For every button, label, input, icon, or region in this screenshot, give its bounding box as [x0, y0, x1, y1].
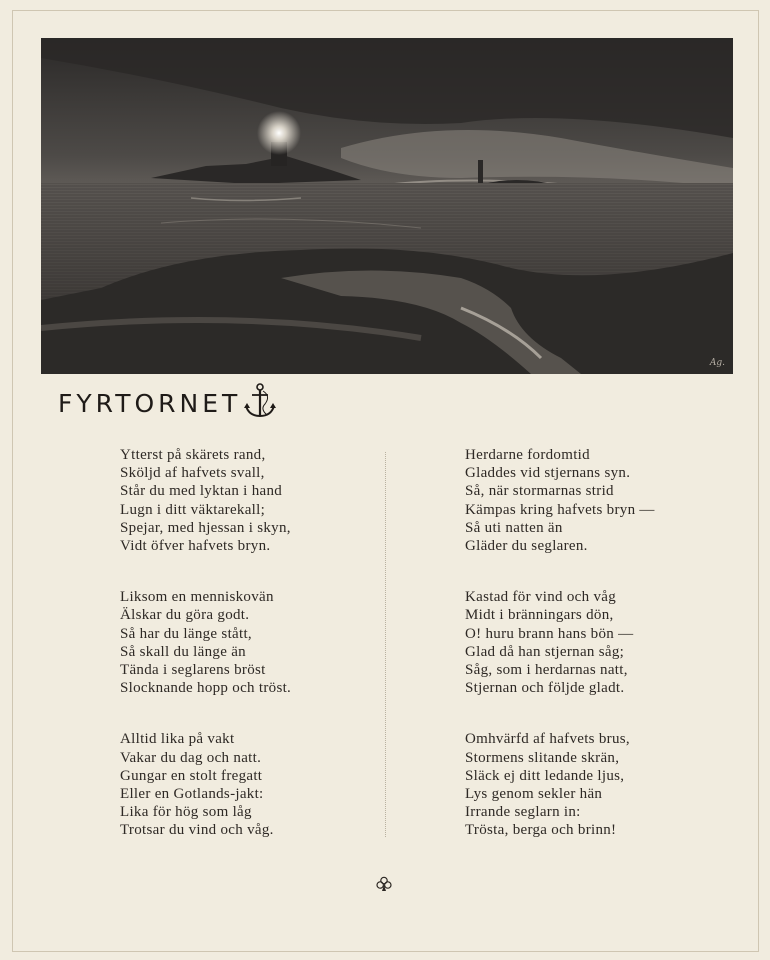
poem-line: Så uti natten än: [465, 519, 563, 536]
poem-line: Omhvärfd af hafvets brus,: [465, 731, 630, 748]
stanza: [465, 730, 725, 839]
poem-line: Lika för hög som låg: [120, 804, 252, 821]
stanza: [120, 730, 365, 839]
stanza: [465, 588, 725, 697]
poem-line: Irrande seglarn in:: [465, 804, 581, 821]
poem-line: Släck ej ditt ledande ljus,: [465, 767, 625, 784]
stanza: [465, 446, 725, 555]
poem-title: FYRTORNET: [58, 388, 242, 418]
poem-line: Herdarne fordomtid: [465, 447, 590, 463]
title-row: [58, 382, 277, 424]
column-divider: [385, 452, 386, 837]
poem-line: Såg, som i herdarnas natt,: [465, 662, 628, 679]
poem-line: Gungar en stolt fregatt: [120, 767, 263, 784]
poem-line: Kämpas kring hafvets bryn —: [465, 501, 655, 518]
club-ornament-icon: [376, 876, 392, 892]
poem-line: Ytterst på skärets rand,: [120, 447, 266, 463]
poem-line: Trösta, berga och brinn!: [465, 822, 617, 839]
poem-line: Glad då han stjernan såg;: [465, 643, 625, 660]
poem-line: Stjernan och följde gladt.: [465, 680, 625, 697]
poem-line: Trotsar du vind och våg.: [120, 822, 274, 839]
poem-right-column: [465, 446, 725, 840]
anchor-icon: [243, 382, 277, 420]
poem-line: Slocknande hopp och tröst.: [120, 680, 292, 697]
poem-line: Står du med lyktan i hand: [120, 483, 283, 500]
poem-line: Liksom en menniskovän: [120, 589, 274, 606]
poem-line: Vidt öfver hafvets bryn.: [120, 538, 271, 555]
poem-line: Vakar du dag och natt.: [120, 749, 262, 766]
artist-signature: Ag.: [709, 358, 725, 368]
poem-line: Så skall du länge än: [120, 643, 246, 660]
poem-line: Stormens slitande skrän,: [465, 749, 620, 766]
poem-line: Eller en Gotlands-jakt:: [120, 786, 264, 803]
poem-line: Lys genom sekler hän: [465, 786, 603, 803]
poem-line: Midt i bränningars dön,: [465, 607, 614, 624]
poem-line: Älskar du göra godt.: [120, 607, 250, 624]
seascape-image: [41, 38, 733, 374]
poem-left-column: [120, 446, 365, 840]
poem-line: Lugn i ditt väktarekall;: [120, 501, 266, 518]
poem-line: Så, när stormarnas strid: [465, 483, 614, 500]
poem-line: Tända i seglarens bröst: [120, 662, 266, 679]
poem-line: Spejar, med hjessan i skyn,: [120, 519, 291, 536]
poem-line: Gladdes vid stjernans syn.: [465, 465, 631, 482]
stanza: [120, 588, 365, 697]
poem-line: O! huru brann hans bön —: [465, 625, 634, 642]
lighthouse-illustration: [41, 38, 733, 374]
poem-line: Sköljd af hafvets svall,: [120, 465, 265, 482]
poem-line: Gläder du seglaren.: [465, 538, 588, 555]
poem-line: Kastad för vind och våg: [465, 589, 617, 606]
stanza: [120, 446, 365, 555]
poem-line: Så har du länge stått,: [120, 625, 252, 642]
poem-line: Alltid lika på vakt: [120, 731, 235, 748]
